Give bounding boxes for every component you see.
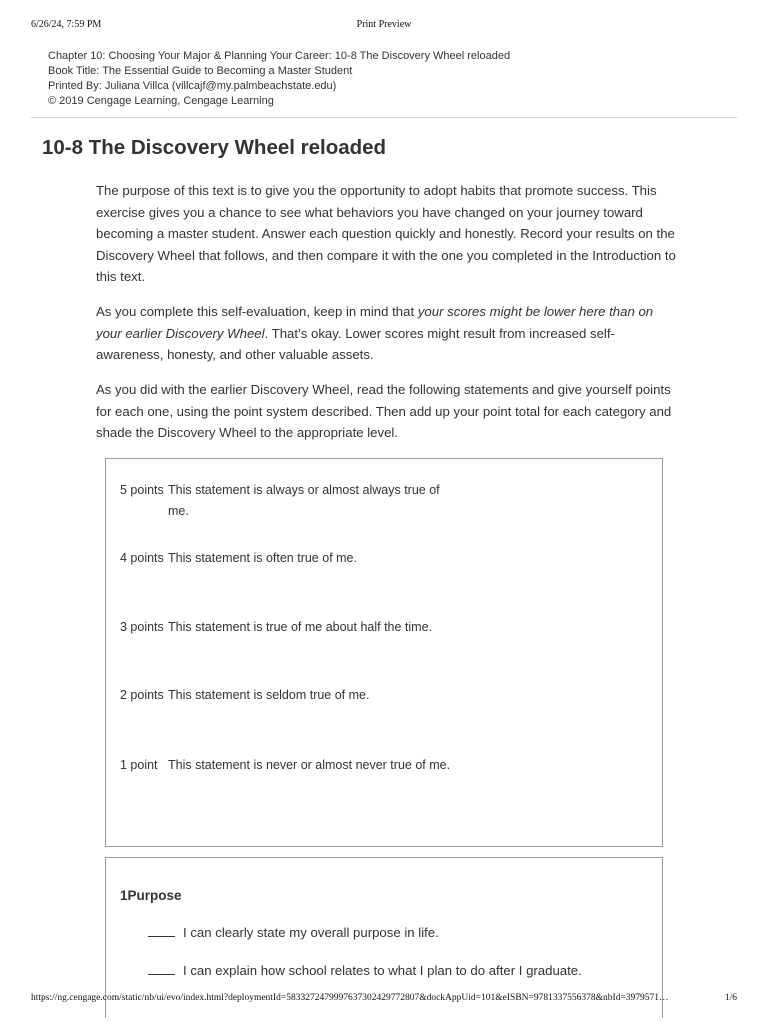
purpose-statement-text: I can explain how school relates to what I plan to do after I graduate. — [183, 963, 582, 978]
print-header — [31, 19, 737, 33]
scale-points: 5 points — [120, 483, 164, 497]
scale-description: This statement is always or almost always true of me. — [168, 483, 440, 518]
purpose-statement — [148, 925, 439, 940]
page-number: 1/6 — [724, 993, 737, 1003]
purpose-statement — [148, 963, 582, 978]
purpose-title: 1Purpose — [120, 888, 182, 903]
meta-divider — [31, 117, 737, 118]
point-scale-box — [105, 458, 663, 847]
paragraph-instructions: As you did with the earlier Discovery Wheel, read the following statements and give yourself points for each one, using the point system described. Then add up your point total for each category and shade the Discovery Wheel to the appropriate level. — [96, 382, 672, 440]
score-blank[interactable] — [148, 935, 175, 937]
printed-by-line: Printed By: Juliana Villca (villcajf@my.palmbeachstate.edu) — [48, 80, 337, 92]
paragraph-self-evaluation — [96, 301, 676, 366]
section-title: 10-8 The Discovery Wheel reloaded — [42, 136, 387, 159]
copyright-line: © 2019 Cengage Learning, Cengage Learning — [48, 95, 274, 107]
paragraph-self-evaluation-end: . That’s okay. Lower scores might result from increased self-awareness, honesty, and other valuable assets. — [96, 325, 615, 362]
scale-description: This statement is true of me about half the time. — [168, 620, 433, 634]
page-url: https://ng.cengage.com/static/nb/ui/evo/index.html?deploymentId=5833272479997637302429772807&dockAppUid=101&eISBN=9781337556378&nbId=3979571… — [31, 993, 669, 1003]
print-preview-title: Print Preview — [356, 19, 412, 30]
paragraph-self-evaluation-start: As you complete this self-evaluation, keep in mind that — [96, 304, 418, 319]
paragraph-self-evaluation-emphasis: your scores might be lower here than on your earlier Discovery Wheel — [96, 304, 654, 341]
scale-points: 4 points — [120, 551, 164, 565]
scale-points: 3 points — [120, 620, 164, 634]
scale-points: 2 points — [120, 688, 164, 702]
purpose-statement-text: I can clearly state my overall purpose in life. — [183, 925, 439, 940]
scale-points: 1 point — [120, 758, 158, 772]
score-blank[interactable] — [148, 973, 175, 975]
book-title-line: Book Title: The Essential Guide to Becoming a Master Student — [48, 65, 353, 77]
print-datetime: 6/26/24, 7:59 PM — [31, 19, 102, 30]
document-meta — [48, 49, 510, 109]
chapter-line: Chapter 10: Choosing Your Major & Planning Your Career: 10-8 The Discovery Wheel reloaded — [48, 50, 511, 62]
paragraph-intro: The purpose of this text is to give you the opportunity to adopt habits that promote success. This exercise gives you a chance to see what behaviors you have changed on your journey toward becoming a master student. Answer each question quickly and honestly. Record your results on the Discovery Wheel that follows, and then compare it with the one you completed in the Introduction to this text. — [96, 183, 676, 284]
scale-description: This statement is never or almost never true of me. — [168, 758, 451, 772]
scale-description: This statement is seldom true of me. — [168, 688, 370, 702]
scale-description: This statement is often true of me. — [168, 551, 357, 565]
